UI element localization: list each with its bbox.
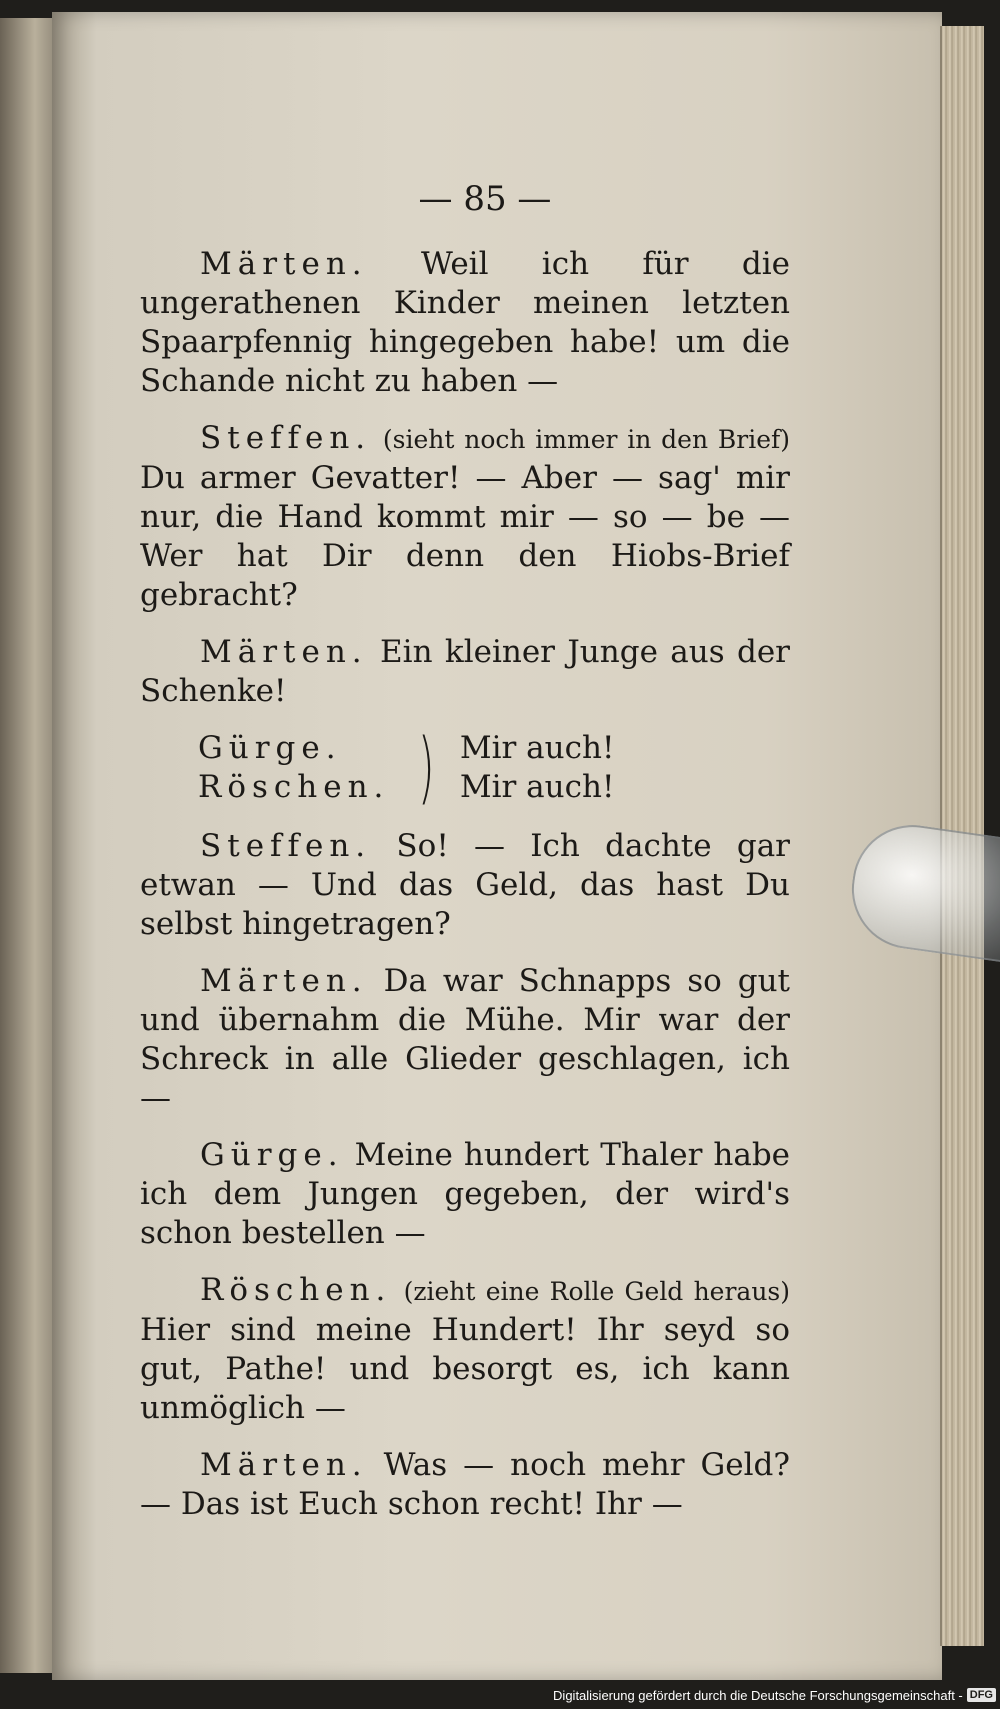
speaker-name: Märten.	[200, 963, 368, 999]
speaker-name: Röschen.	[200, 1272, 392, 1308]
dialogue-text: Weil ich für die ungerathenen Kinder meinen letzten Spaarpfennig hingegeben habe! um die Schande nicht zu haben —	[140, 246, 790, 399]
paragraph-7	[140, 1271, 790, 1428]
dfg-logo-icon: DFG	[967, 1688, 996, 1702]
page-number: — 85 —	[418, 179, 552, 219]
joint-reply	[198, 723, 790, 813]
dialogue-text: Ein kleiner Junge aus der Schenke!	[140, 634, 790, 709]
credit-text: Digitalisierung gefördert durch die Deutsche Forschungsgemeinschaft -	[553, 1687, 963, 1703]
paragraph-4	[140, 827, 790, 944]
paragraph-3	[140, 633, 790, 711]
speaker-name: Röschen.	[198, 769, 390, 805]
paragraph-5	[140, 962, 790, 1118]
stage-direction: (sieht noch immer in den Brief)	[382, 425, 791, 454]
paragraph-6	[140, 1136, 790, 1253]
speaker-name: Steffen.	[200, 828, 372, 864]
page-text	[140, 180, 790, 1542]
dialogue-text: Du armer Gevatter! — Aber — sag' mir nur, die Hand kommt mir — so — be — Wer hat Dir denn den Hiobs-Brief gebracht?	[140, 460, 790, 613]
dialogue-text: Hier sind meine Hundert! Ihr seyd so gut, Pathe! und besorgt es, ich kann unmöglich —	[140, 1312, 790, 1426]
dialogue-text: Meine hundert Thaler habe ich dem Jungen gegeben, der wird's schon bestellen —	[140, 1137, 791, 1251]
joint-speakers	[198, 729, 389, 807]
speaker-name: Märten.	[200, 634, 368, 670]
speaker-name: Märten.	[200, 1447, 368, 1483]
facing-page-edge	[0, 18, 60, 1673]
dialogue-text: Mir auch!	[459, 769, 615, 805]
digitization-credit	[553, 1683, 996, 1707]
speaker-name: Märten.	[200, 246, 368, 282]
stage-direction: (zieht eine Rolle Geld heraus)	[403, 1277, 791, 1306]
dialogue-text: So! — Ich dachte gar etwan — Und das Geld, das hast Du selbst hingetragen?	[140, 828, 790, 942]
speaker-name: Steffen.	[200, 420, 372, 456]
speaker-name: Gürge.	[198, 730, 342, 766]
paragraph-8	[140, 1446, 790, 1524]
dialogue-text: Da war Schnapps so gut und übernahm die Mühe. Mir war der Schreck in alle Glieder geschlagen, ich —	[140, 963, 790, 1116]
speaker-name: Gürge.	[200, 1137, 344, 1173]
dialogue-text: Was — noch mehr Geld? — Das ist Euch schon recht! Ihr —	[140, 1447, 790, 1522]
brace-mark: )	[418, 723, 435, 813]
paragraph-2	[140, 419, 790, 615]
paragraph-1	[140, 245, 790, 401]
dialogue-text: Mir auch!	[459, 730, 615, 766]
joint-lines	[460, 729, 615, 807]
